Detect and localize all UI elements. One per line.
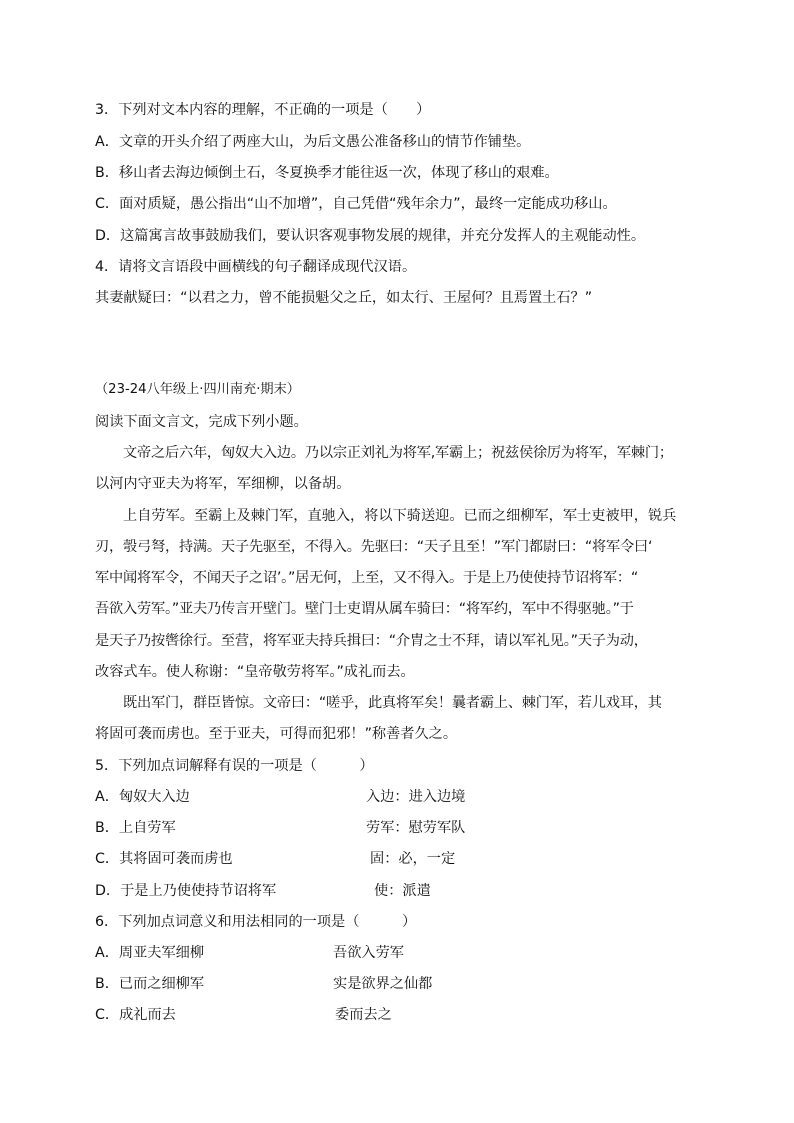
passage-instruction: 阅读下面文言文，完成下列小题。 (95, 414, 308, 430)
passage-line-7: 是天子乃按辔徐行。至营，将军亚夫持兵揖曰：“介胄之士不拜，请以军礼见。”天子为动， (95, 633, 648, 649)
question-5-option-d: D．于是上乃使使持节诏将军 (95, 883, 277, 899)
passage-line-8: 改容式车。使人称谢：“皇帝敬劳将军。”成礼而去。 (95, 664, 415, 680)
question-4-stem: 4．请将文言语段中画横线的句子翻译成现代汉语。 (95, 259, 417, 275)
question-3-option-a: A．文章的开头介绍了两座大山，为后文愚公准备移山的情节作铺垫。 (95, 134, 531, 150)
question-5-option-a: A．匈奴大入边 (95, 789, 190, 805)
question-6-option-b: B．已而之细柳军 (95, 976, 205, 992)
passage-line-3: 上自劳军。至霸上及棘门军，直驰入，将以下骑送迎。已而之细柳军，军士吏被甲，锐兵 (123, 508, 677, 524)
question-6-stem: 6．下列加点词意义和用法相同的一项是（ ） (95, 914, 417, 930)
question-3-option-d: D．这篇寓言故事鼓励我们，要认识客观事物发展的规律，并充分发挥人的主观能动性。 (95, 228, 646, 244)
question-6-option-c-compare: 委而去之 (335, 1007, 392, 1023)
passage-line-2: 以河内守亚夫为将军，军细柳，以备胡。 (95, 476, 351, 492)
question-6-option-b-compare: 实是欲界之仙都 (333, 976, 433, 992)
question-6-option-a-compare: 吾欲入劳军 (333, 945, 404, 961)
question-5-option-d-gloss: 使：派遣 (374, 883, 431, 899)
question-5-option-c-gloss: 固：必，一定 (370, 851, 456, 867)
question-5-option-b-gloss: 劳军：慰劳军队 (366, 820, 466, 836)
question-6-option-c: C．成礼而去 (95, 1007, 176, 1023)
question-5-option-a-gloss: 入边：进入边境 (366, 789, 466, 805)
question-5-option-c: C．其将固可袭而虏也 (95, 851, 233, 867)
question-3-stem: 3．下列对文本内容的理解，不正确的一项是（ ） (95, 102, 431, 118)
question-5-stem: 5．下列加点词解释有误的一项是（ ） (95, 758, 374, 774)
question-5-option-b: B．上自劳军 (95, 820, 176, 836)
passage-line-1: 文帝之后六年，匈奴大入边。乃以宗正刘礼为将军,军霸上；祝兹侯徐厉为将军，军棘门； (123, 445, 673, 461)
question-4-sentence: 其妻献疑曰：“以君之力，曾不能损魁父之丘，如太行、王屋何？且焉置土石？” (95, 290, 593, 306)
passage-line-9: 既出军门，群臣皆惊。文帝曰：“嗟乎，此真将军矣！曩者霸上、棘门军，若儿戏耳，其 (123, 695, 662, 711)
passage-line-6: 吾欲入劳军。”亚夫乃传言开壁门。壁门士吏谓从属车骑曰：“将军约，军中不得驱驰。”于 (95, 601, 634, 617)
passage-line-10: 将固可袭而虏也。至于亚夫，可得而犯邪！”称善者久之。 (95, 726, 458, 742)
question-3-option-c: C．面对质疑，愚公指出“山不加增”，自己凭借“残年余力”，最终一定能成功移山。 (95, 196, 617, 212)
passage-line-4: 刃，彀弓弩，持满。天子先驱至，不得入。先驱曰：“天子且至！”军门都尉曰：“将军令曰‘ (95, 539, 653, 555)
passage-source: （23-24八年级上·四川南充·期末） (95, 382, 300, 397)
question-6-option-a: A．周亚夫军细柳 (95, 945, 205, 961)
passage-line-5: 军中闻将军令，不闻天子之诏’。”居无何，上至，又不得入。于是上乃使使持节诏将军：“ (95, 570, 639, 586)
question-3-option-b: B．移山者去海边倾倒土石，冬夏换季才能往返一次，体现了移山的艰难。 (95, 165, 559, 181)
